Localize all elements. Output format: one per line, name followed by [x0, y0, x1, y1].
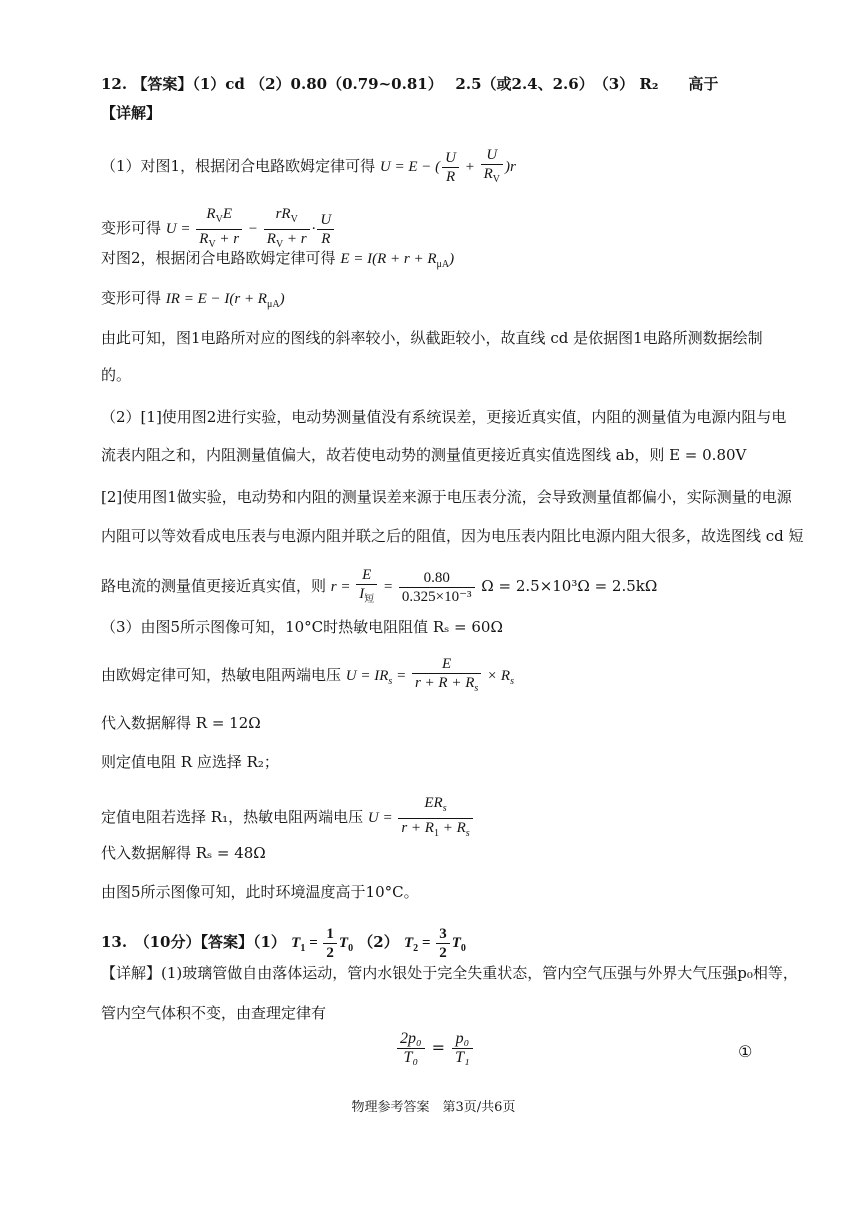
formula-4: IR = $E - I(r + R_{\mu A})$: [165, 291, 285, 310]
formula-5: r = $\frac{E}{I_短}$ = $\frac{0.80}{\text{0.325×10⁻³}}$: [331, 579, 477, 595]
q12-para-7b: 内阻可以等效看成电压表与电源内阻并联之后的阻值，因为电压表内阻比电源内阻大很多，故选图线 cd 短: [101, 527, 804, 545]
q13-eq-den-right: T₁: [455, 1049, 470, 1066]
q12-para-7c-text: 路电流的测量值更接近真实值，则: [101, 576, 327, 595]
q12-para-9-text: 由欧姆定律可知，热敏电阻两端电压: [101, 665, 342, 684]
q12-para-1-text: （1）对图1，根据闭合电路欧姆定律可得: [101, 156, 376, 175]
q12-para-13: 代入数据解得 Rₛ = 48Ω: [101, 844, 266, 862]
q13-answer-1: $T_1$ = $\frac{1}{2}$ $T_0$: [291, 926, 354, 961]
formula-3: $E = I(R + r + R_{\mu A})$: [340, 251, 455, 270]
formula-7: U = $\frac{ER_s}{r + R_1 + R_s}$: [368, 810, 475, 826]
formula-5-num: 0.80: [399, 569, 475, 588]
q12-para-5b: 的。: [101, 366, 132, 384]
q12-para-10: 代入数据解得 R = 12Ω: [101, 714, 261, 732]
equation-number-1: ①: [738, 1042, 753, 1061]
q13-equation: $\frac{\text{2p₀}}{\text{T₀}}$ = $\frac{\text{p₀}}{\text{T₁}}$: [395, 1030, 475, 1067]
q12-para-6b: 流表内阻之和，内阻测量值偏大，故若使电动势的测量值更接近真实值选图线 ab，则 E = 0.80V: [101, 446, 747, 464]
formula-5-tail: Ω = 2.5×10³Ω = 2.5kΩ: [481, 576, 658, 595]
q13-header-text: 13. （10分）【答案】（1）: [101, 932, 286, 951]
q12-para-7: [2]使用图1做实验，电动势和内阻的测量误差来源于电压表分流，会导致测量值都偏小，实际测量的电源: [101, 488, 792, 506]
q12-para-9: [101, 655, 514, 698]
q13-detail-1: 【详解】(1)玻璃管做自由落体运动，管内水银处于完全失重状态，管内空气压强与外界大气压强p₀相等，: [101, 964, 798, 982]
q13-header-mid: （2）: [358, 932, 399, 951]
q12-detail-title: 【详解】: [101, 104, 162, 122]
q12-para-4: [101, 288, 285, 315]
q12-para-3-text: 对图2，根据闭合电路欧姆定律可得: [101, 249, 336, 267]
q12-para-4-text: 变形可得: [101, 289, 162, 307]
formula-6: $U = IR_s$ = $\frac{E}{r + R + R_s}$ × $R_s$: [345, 656, 514, 694]
q12-para-8: （3）由图5所示图像可知，10°C时热敏电阻阻值 Rₛ = 60Ω: [101, 618, 503, 636]
page-footer: 物理参考答案 第3页/共6页: [351, 1100, 516, 1115]
formula-5-den: 0.325×10⁻³: [401, 589, 472, 605]
formula-1: U = E − ( $\frac{U}{R}$ + $\frac{U}{R_V}$ )r: [379, 147, 516, 185]
q12-para-7c: [101, 566, 657, 609]
q12-para-2: [101, 205, 336, 254]
q12-para-12: [101, 794, 475, 843]
q13-answer-header: [101, 925, 466, 962]
formula-2: U = $\frac{R_VE}{R_V + r}$ − $\frac{rR_V}{R_V + r}$ · $\frac{U}{R}$: [166, 221, 336, 237]
q13-eq-den-left: T₀: [403, 1049, 419, 1066]
q13-eq-num-right: p₀: [452, 1030, 472, 1049]
q13-answer-2: $T_2$ = $\frac{3}{2}$ $T_0$: [403, 926, 466, 961]
q12-para-3: [101, 248, 454, 275]
q12-para-12-text: 定值电阻若选择 R₁，热敏电阻两端电压: [101, 807, 364, 826]
q12-para-14: 由图5所示图像可知，此时环境温度高于10°C。: [101, 883, 419, 901]
q12-para-6: （2）[1]使用图2进行实验，电动势测量值没有系统误差，更接近真实值，内阻的测量值为电源内阻与电: [101, 408, 787, 426]
q12-para-2-text: 变形可得: [101, 218, 162, 237]
q13-detail-2: 管内空气体积不变，由查理定律有: [101, 1004, 327, 1022]
q13-eq-num-left: 2p₀: [397, 1030, 425, 1049]
q12-para-5: 由此可知，图1电路所对应的图线的斜率较小，纵截距较小，故直线 cd 是依据图1电路所测数据绘制: [101, 329, 763, 347]
q12-para-11: 则定值电阻 R 应选择 R₂；: [101, 753, 279, 771]
q12-answer-header: 12. 【答案】（1）cd （2）0.80（0.79~0.81） 2.5（或2.4、2.6） （3） R₂ 高于: [101, 75, 719, 93]
q12-para-1: [101, 146, 516, 189]
